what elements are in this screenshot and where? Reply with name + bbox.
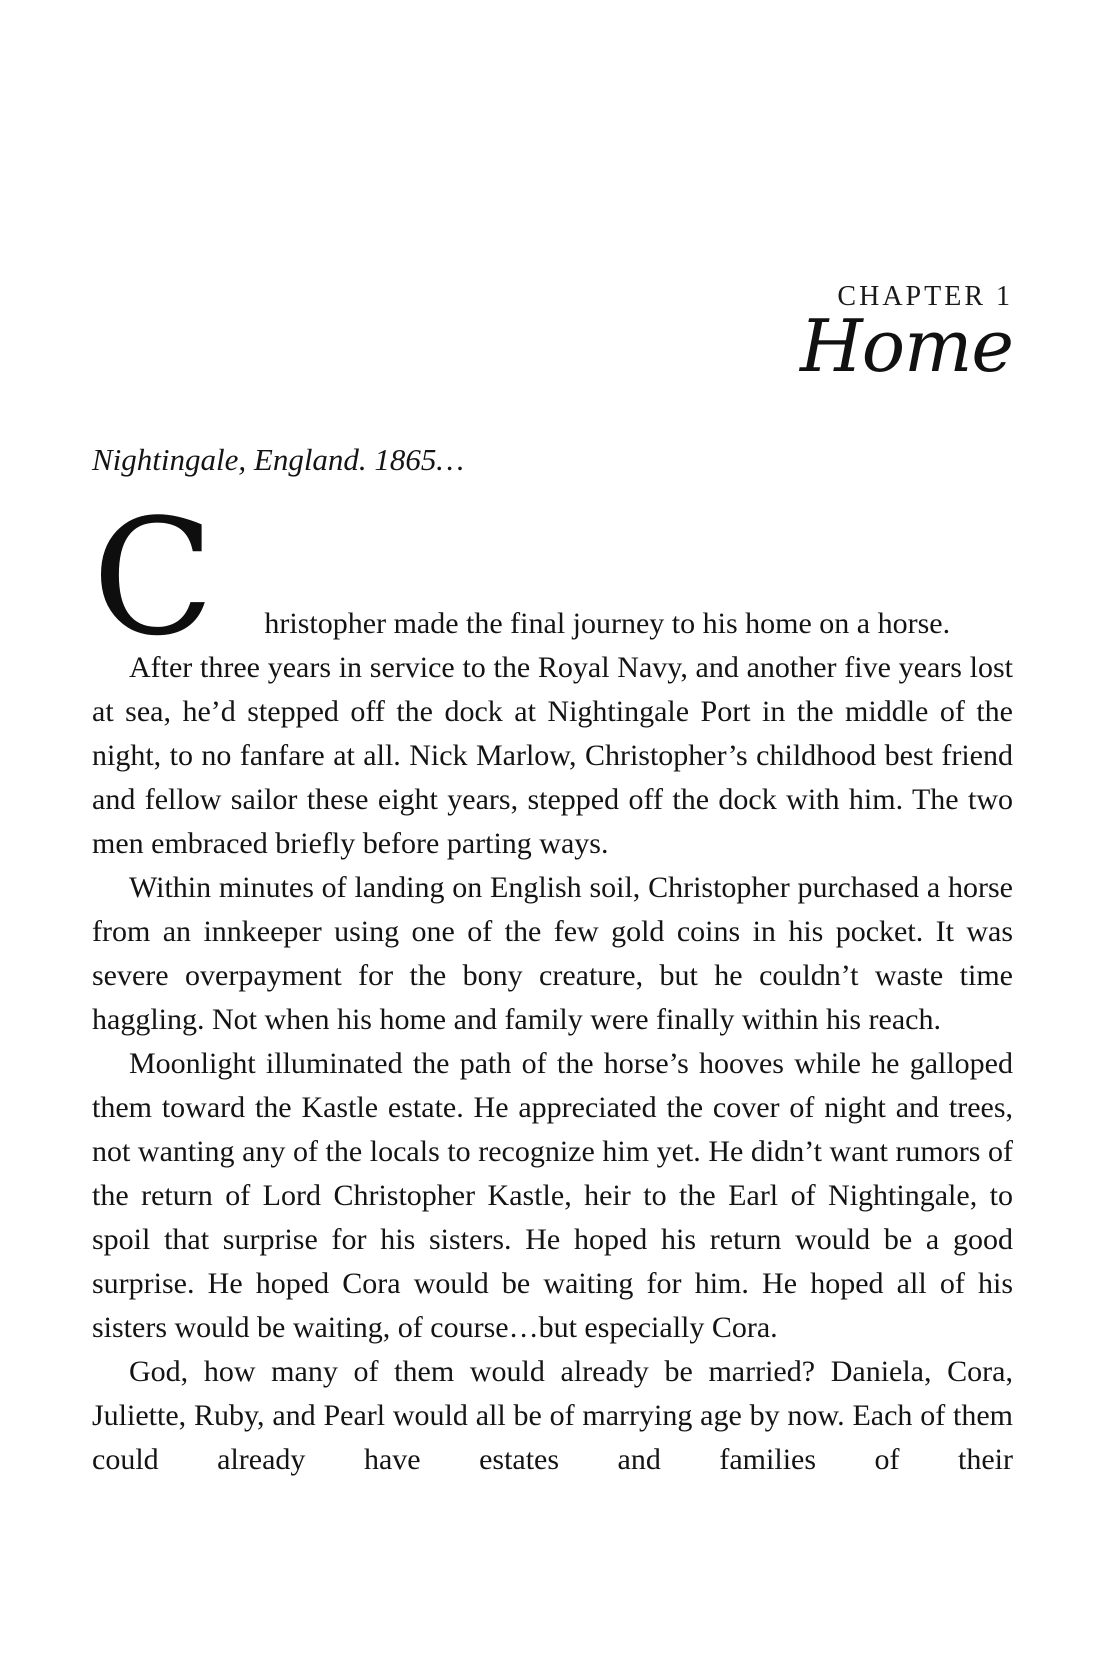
chapter-header — [799, 281, 1013, 388]
paragraph-first-text: hristopher made the final journey to his home on a horse. — [264, 607, 951, 640]
paragraph: Moonlight illuminated the path of the horse’s hooves while he galloped them toward the Kastle estate. He appreciated the cover of night and trees, not wanting any of the locals to recognize him yet. He didn’t want rumors of the return of Lord Christopher Kastle, heir to the Earl of Nightingale, to spoil that surprise for his sisters. He hoped his return would be a good surprise. He hoped Cora would be waiting for him. He hoped all of his sisters would be waiting, of course…but especially Cora. — [92, 1047, 1013, 1344]
chapter-number-label: CHAPTER 1 — [837, 281, 1013, 312]
dateline: Nightingale, England. 1865… — [92, 442, 464, 477]
body-text — [92, 484, 1013, 1482]
paragraph: God, how many of them would already be married? Daniela, Cora, Juliette, Ruby, and Pearl would all be of marrying age by now. Each of them could already have estates and families of their — [92, 1355, 1013, 1476]
drop-cap: C — [92, 484, 215, 671]
paragraph: Within minutes of landing on English soil, Christopher purchased a horse from an innkeeper using one of the few gold coins in his pocket. It was severe overpayment for the bony creature, but he couldn’t waste time haggling. Not when his home and family were finally within his reach. — [92, 871, 1013, 1036]
paragraph: After three years in service to the Royal Navy, and another five years lost at sea, he’d stepped off the dock at Nightingale Port in the middle of the night, to no fanfare at all. Nick Marlow, Christopher’s childhood best friend and fellow sailor these eight years, stepped off the dock with him. The two men embraced briefly before parting ways. — [92, 651, 1013, 860]
paragraphs-container — [92, 646, 1013, 1482]
paragraph-first — [92, 484, 1013, 671]
chapter-title: Home — [799, 304, 1013, 388]
